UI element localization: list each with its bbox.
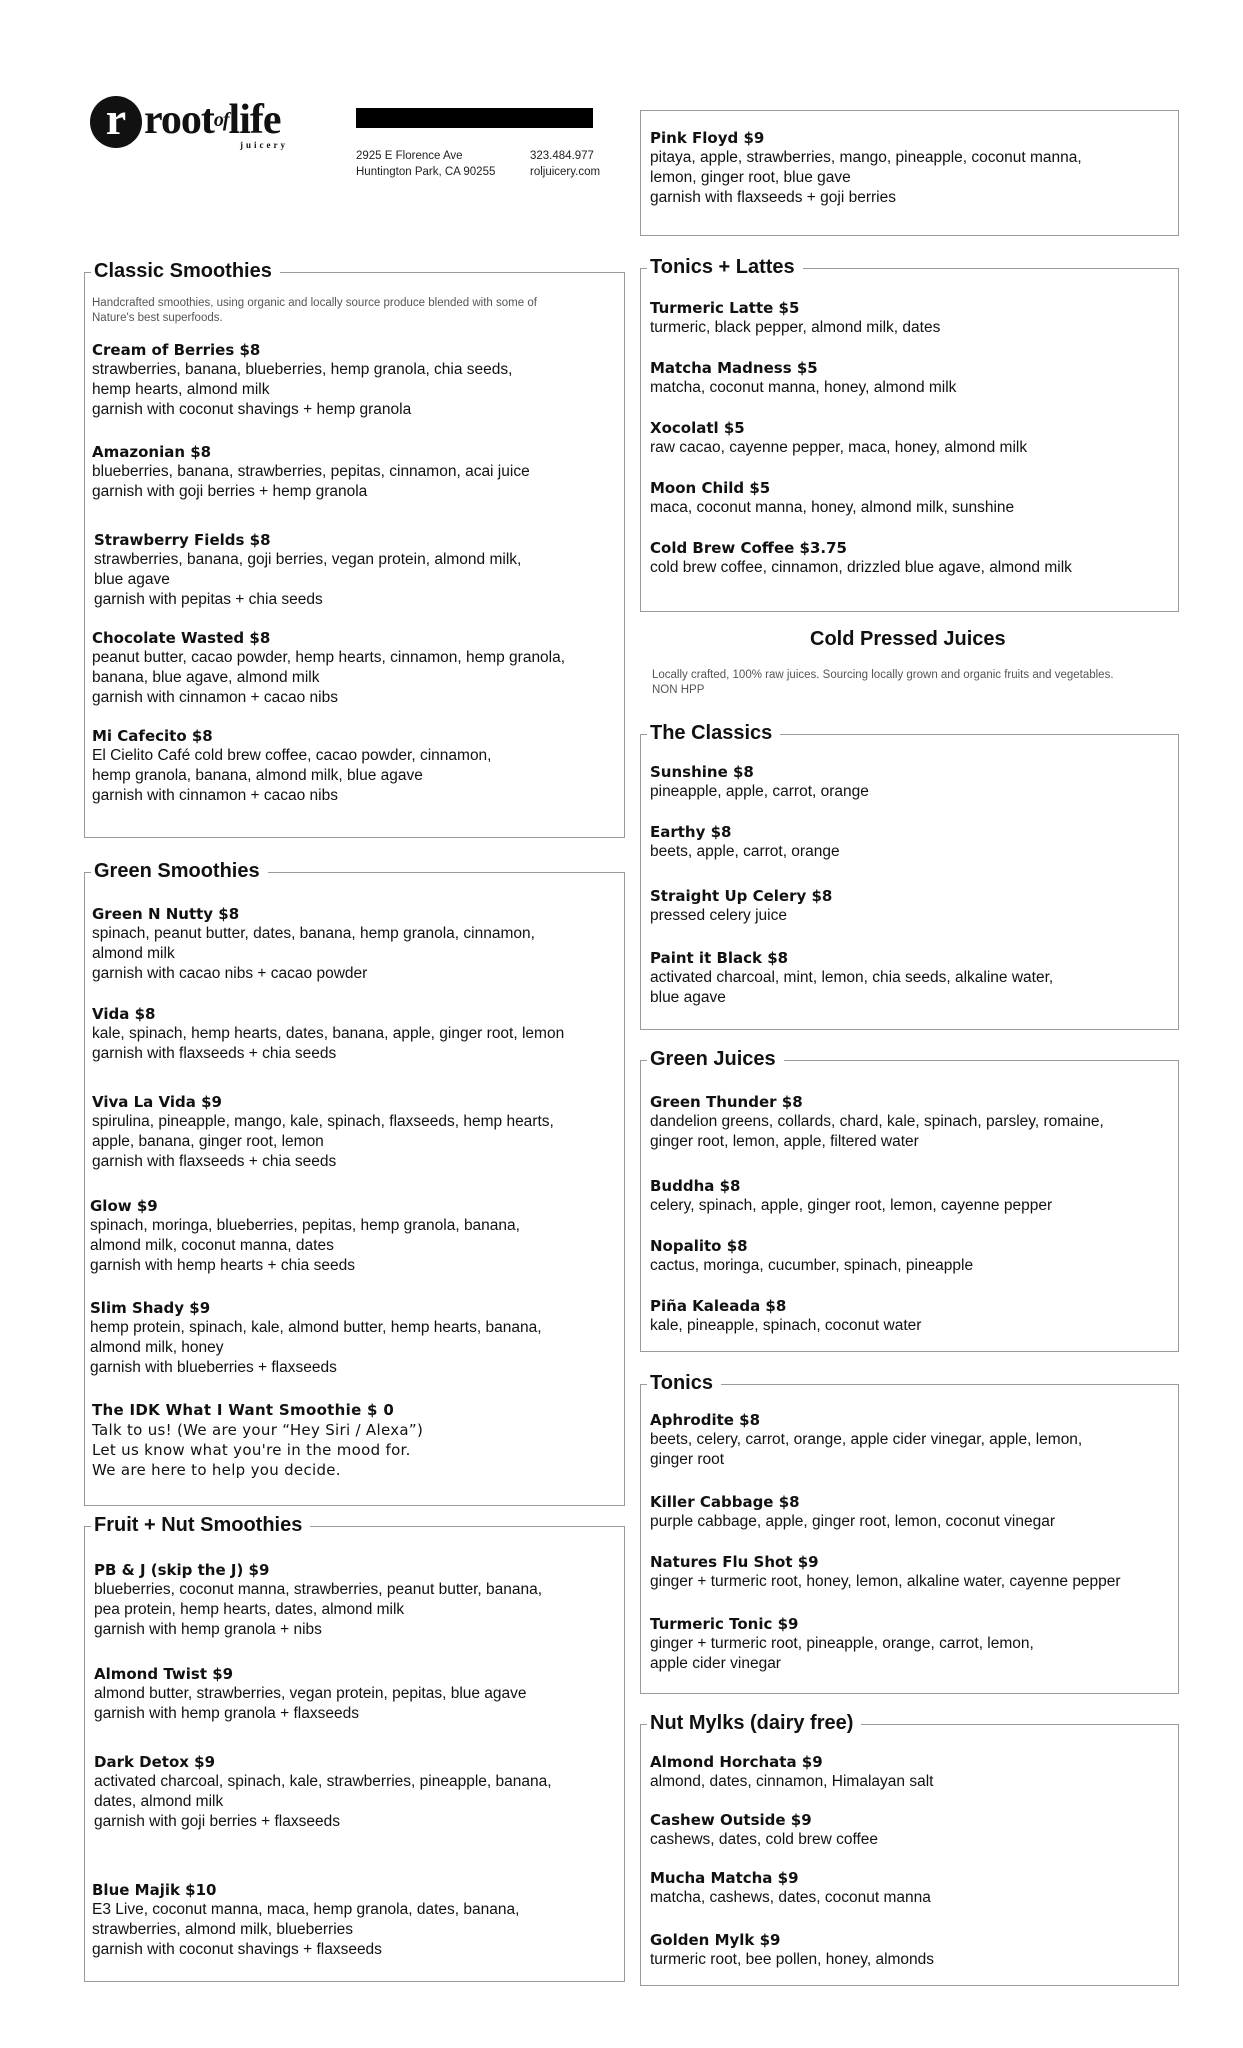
menu-item (650, 1552, 1121, 1592)
brand-logo (90, 93, 305, 156)
item-name: Vida $8 (92, 1005, 156, 1023)
item-desc: cactus, moringa, cucumber, spinach, pineapple (650, 1257, 974, 1274)
section-title: Green Smoothies (91, 858, 268, 884)
item-desc: almond, dates, cinnamon, Himalayan salt (650, 1773, 934, 1790)
menu-item (650, 358, 956, 398)
item-name: Viva La Vida $9 (92, 1093, 222, 1111)
item-desc: almond milk, coconut manna, dates (90, 1237, 334, 1254)
item-desc: spirulina, pineapple, mango, kale, spinach, flaxseeds, hemp hearts, (92, 1113, 554, 1130)
item-desc: hemp granola, banana, almond milk, blue agave (92, 767, 423, 784)
item-desc: pitaya, apple, strawberries, mango, pineapple, coconut manna, (650, 149, 1082, 166)
menu-item (94, 1664, 527, 1724)
menu-item (90, 1196, 520, 1276)
item-desc: Talk to us! (We are your “Hey Siri / Alexa”) (92, 1421, 424, 1439)
item-desc: matcha, coconut manna, honey, almond milk (650, 379, 957, 396)
item-name: Turmeric Tonic $9 (650, 1615, 799, 1633)
section-title: Nut Mylks (dairy free) (647, 1710, 861, 1736)
item-desc: garnish with coconut shavings + hemp granola (92, 401, 412, 418)
item-name: Aphrodite $8 (650, 1411, 761, 1429)
menu-item (650, 1236, 973, 1276)
item-desc: banana, blue agave, almond milk (92, 669, 320, 686)
item-name: Turmeric Latte $5 (650, 299, 800, 317)
item-name: Buddha $8 (650, 1177, 741, 1195)
menu-item (650, 298, 940, 338)
item-name: Paint it Black $8 (650, 949, 789, 967)
menu-item (92, 442, 530, 502)
item-desc: garnish with flaxseeds + goji berries (650, 189, 896, 206)
item-desc: dates, almond milk (94, 1793, 224, 1810)
item-desc: activated charcoal, mint, lemon, chia seeds, alkaline water, (650, 969, 1054, 986)
item-name: Slim Shady $9 (90, 1299, 211, 1317)
menu-item (92, 904, 535, 984)
item-desc: celery, spinach, apple, ginger root, lemon, cayenne pepper (650, 1197, 1053, 1214)
item-desc: We are here to help you decide. (92, 1461, 341, 1479)
item-name: Cream of Berries $8 (92, 341, 261, 359)
item-desc: blue agave (650, 989, 726, 1006)
section-title: Tonics + Lattes (647, 254, 803, 280)
menu-item (92, 726, 492, 806)
menu-item (650, 1296, 921, 1336)
item-desc: garnish with goji berries + flaxseeds (94, 1813, 340, 1830)
section-title: Tonics (647, 1370, 721, 1396)
logo-word-of: of (213, 109, 229, 131)
item-desc: garnish with cinnamon + cacao nibs (92, 787, 338, 804)
item-desc: cashews, dates, cold brew coffee (650, 1831, 879, 1848)
note-line: NON HPP (652, 684, 705, 696)
menu-item (650, 538, 1072, 578)
item-desc: almond butter, strawberries, vegan protein, pepitas, blue agave (94, 1685, 527, 1702)
item-desc: E3 Live, coconut manna, maca, hemp granola, dates, banana, (92, 1901, 520, 1918)
item-name: Blue Majik $10 (92, 1881, 217, 1899)
logo-wordmark (144, 98, 281, 142)
item-desc: garnish with cacao nibs + cacao powder (92, 965, 368, 982)
item-name: Green Thunder $8 (650, 1093, 803, 1111)
item-desc: pea protein, hemp hearts, dates, almond milk (94, 1601, 405, 1618)
item-name: Xocolatl $5 (650, 419, 745, 437)
item-name: Cashew Outside $9 (650, 1811, 812, 1829)
menu-item (650, 1752, 933, 1792)
menu-item (650, 1176, 1052, 1216)
item-desc: raw cacao, cayenne pepper, maca, honey, almond milk (650, 439, 1028, 456)
item-desc: garnish with goji berries + hemp granola (92, 483, 368, 500)
menu-item (92, 628, 565, 708)
section-title: Green Juices (647, 1046, 784, 1072)
item-desc: blue agave (94, 571, 170, 588)
item-name: Cold Brew Coffee $3.75 (650, 539, 847, 557)
menu-item (92, 340, 512, 420)
menu-item (94, 1752, 552, 1832)
menu-item (650, 1868, 931, 1908)
item-name: Chocolate Wasted $8 (92, 629, 271, 647)
item-name: Straight Up Celery $8 (650, 887, 833, 905)
item-desc: activated charcoal, spinach, kale, strawberries, pineapple, banana, (94, 1773, 552, 1790)
item-desc: garnish with hemp hearts + chia seeds (90, 1257, 355, 1274)
item-desc: matcha, cashews, dates, coconut manna (650, 1889, 931, 1906)
cold-pressed-note (652, 668, 1114, 698)
menu-item (94, 530, 521, 610)
item-name: Amazonian $8 (92, 443, 212, 461)
menu-item (650, 1810, 878, 1850)
item-desc: pressed celery juice (650, 907, 787, 924)
address-line-1: 2925 E Florence Ave (356, 150, 463, 162)
item-desc: ginger + turmeric root, pineapple, orange, carrot, lemon, (650, 1635, 1034, 1652)
menu-item (650, 822, 840, 862)
item-desc: turmeric, black pepper, almond milk, dates (650, 319, 941, 336)
item-desc: strawberries, banana, blueberries, hemp granola, chia seeds, (92, 361, 513, 378)
item-desc: Let us know what you're in the mood for. (92, 1441, 411, 1459)
item-desc: lemon, ginger root, blue gave (650, 169, 851, 186)
section-title: The Classics (647, 720, 780, 746)
contact (530, 148, 600, 180)
item-desc: garnish with hemp granola + nibs (94, 1621, 322, 1638)
website: roljuicery.com (530, 166, 601, 178)
item-name: Almond Twist $9 (94, 1665, 234, 1683)
item-desc: spinach, moringa, blueberries, pepitas, hemp granola, banana, (90, 1217, 520, 1234)
menu-item (650, 886, 832, 926)
menu-item (650, 128, 1082, 208)
address (356, 148, 495, 180)
item-desc: garnish with hemp granola + flaxseeds (94, 1705, 359, 1722)
menu-item (650, 418, 1027, 458)
item-name: Golden Mylk $9 (650, 1931, 781, 1949)
item-desc: apple cider vinegar (650, 1655, 781, 1672)
cold-pressed-title: Cold Pressed Juices (810, 628, 1006, 650)
item-name: Piña Kaleada $8 (650, 1297, 787, 1315)
menu-item (650, 1092, 1104, 1152)
item-desc: strawberries, banana, goji berries, vegan protein, almond milk, (94, 551, 522, 568)
item-desc: kale, spinach, hemp hearts, dates, banana, apple, ginger root, lemon (92, 1025, 565, 1042)
item-desc: peanut butter, cacao powder, hemp hearts, cinnamon, hemp granola, (92, 649, 566, 666)
menu-item (650, 1930, 934, 1970)
phone-number: 323.484.977 (530, 150, 594, 162)
item-desc: garnish with blueberries + flaxseeds (90, 1359, 337, 1376)
item-desc: beets, celery, carrot, orange, apple cider vinegar, apple, lemon, (650, 1431, 1083, 1448)
item-name: Green N Nutty $8 (92, 905, 240, 923)
item-desc: blueberries, banana, strawberries, pepitas, cinnamon, acai juice (92, 463, 530, 480)
item-name: Matcha Madness $5 (650, 359, 818, 377)
item-desc: strawberries, almond milk, blueberries (92, 1921, 354, 1938)
item-desc: kale, pineapple, spinach, coconut water (650, 1317, 922, 1334)
menu-item (650, 478, 1014, 518)
item-desc: garnish with pepitas + chia seeds (94, 591, 323, 608)
redaction-bar (356, 108, 593, 128)
item-desc: garnish with coconut shavings + flaxseeds (92, 1941, 382, 1958)
item-name: Dark Detox $9 (94, 1753, 216, 1771)
item-desc: beets, apple, carrot, orange (650, 843, 840, 860)
item-desc: ginger root, lemon, apple, filtered water (650, 1133, 919, 1150)
menu-item (650, 1614, 1034, 1674)
item-name: Pink Floyd $9 (650, 129, 765, 147)
item-desc: garnish with flaxseeds + chia seeds (92, 1153, 337, 1170)
item-name: Earthy $8 (650, 823, 732, 841)
note-line: Nature's best superfoods. (92, 312, 223, 324)
address-line-2: Huntington Park, CA 90255 (356, 166, 496, 178)
item-desc: spinach, peanut butter, dates, banana, hemp granola, cinnamon, (92, 925, 535, 942)
menu-item (94, 1560, 542, 1640)
item-desc: hemp protein, spinach, kale, almond butter, hemp hearts, banana, (90, 1319, 542, 1336)
logo-word-life: life (228, 97, 281, 143)
item-desc: blueberries, coconut manna, strawberries, peanut butter, banana, (94, 1581, 543, 1598)
classic-smoothies-note (92, 296, 537, 326)
section-title: Fruit + Nut Smoothies (91, 1512, 310, 1538)
item-name: PB & J (skip the J) $9 (94, 1561, 270, 1579)
item-desc: hemp hearts, almond milk (92, 381, 270, 398)
item-desc: maca, coconut manna, honey, almond milk, sunshine (650, 499, 1015, 516)
note-line: Handcrafted smoothies, using organic and locally source produce blended with some of (92, 297, 537, 309)
item-desc: turmeric root, bee pollen, honey, almonds (650, 1951, 935, 1968)
item-desc: El Cielito Café cold brew coffee, cacao powder, cinnamon, (92, 747, 492, 764)
item-desc: ginger + turmeric root, honey, lemon, alkaline water, cayenne pepper (650, 1573, 1121, 1590)
logo-subtitle: juicery (240, 140, 288, 150)
note-line: Locally crafted, 100% raw juices. Sourcing locally grown and organic fruits and vegetables. (652, 669, 1114, 681)
item-name: Mi Cafecito $8 (92, 727, 213, 745)
item-desc: almond milk (92, 945, 175, 962)
item-name: Natures Flu Shot $9 (650, 1553, 819, 1571)
menu-item (650, 948, 1053, 1008)
menu-item (650, 1492, 1055, 1532)
logo-word-root: root (144, 97, 214, 143)
item-desc: pineapple, apple, carrot, orange (650, 783, 869, 800)
item-name: Killer Cabbage $8 (650, 1493, 800, 1511)
menu-item (92, 1880, 519, 1960)
menu-item (650, 762, 869, 802)
item-desc: ginger root (650, 1451, 725, 1468)
menu-item (92, 1004, 564, 1064)
menu-item (90, 1298, 542, 1378)
item-name: Strawberry Fields $8 (94, 531, 271, 549)
menu-item (650, 1410, 1082, 1470)
item-name: Glow $9 (90, 1197, 158, 1215)
item-desc: almond milk, honey (90, 1339, 224, 1356)
item-name: The IDK What I Want Smoothie $ 0 (92, 1401, 395, 1419)
item-name: Mucha Matcha $9 (650, 1869, 799, 1887)
item-name: Nopalito $8 (650, 1237, 748, 1255)
section-title: Classic Smoothies (91, 258, 280, 284)
menu-item (92, 1092, 554, 1172)
item-desc: apple, banana, ginger root, lemon (92, 1133, 324, 1150)
item-name: Sunshine $8 (650, 763, 754, 781)
item-desc: dandelion greens, collards, chard, kale, spinach, parsley, romaine, (650, 1113, 1104, 1130)
item-desc: garnish with flaxseeds + chia seeds (92, 1045, 337, 1062)
item-name: Almond Horchata $9 (650, 1753, 823, 1771)
item-desc: garnish with cinnamon + cacao nibs (92, 689, 338, 706)
menu-item-custom (92, 1400, 423, 1480)
item-name: Moon Child $5 (650, 479, 771, 497)
item-desc: purple cabbage, apple, ginger root, lemon, coconut vinegar (650, 1513, 1055, 1530)
logo-mark: r (90, 96, 142, 148)
item-desc: cold brew coffee, cinnamon, drizzled blue agave, almond milk (650, 559, 1072, 576)
